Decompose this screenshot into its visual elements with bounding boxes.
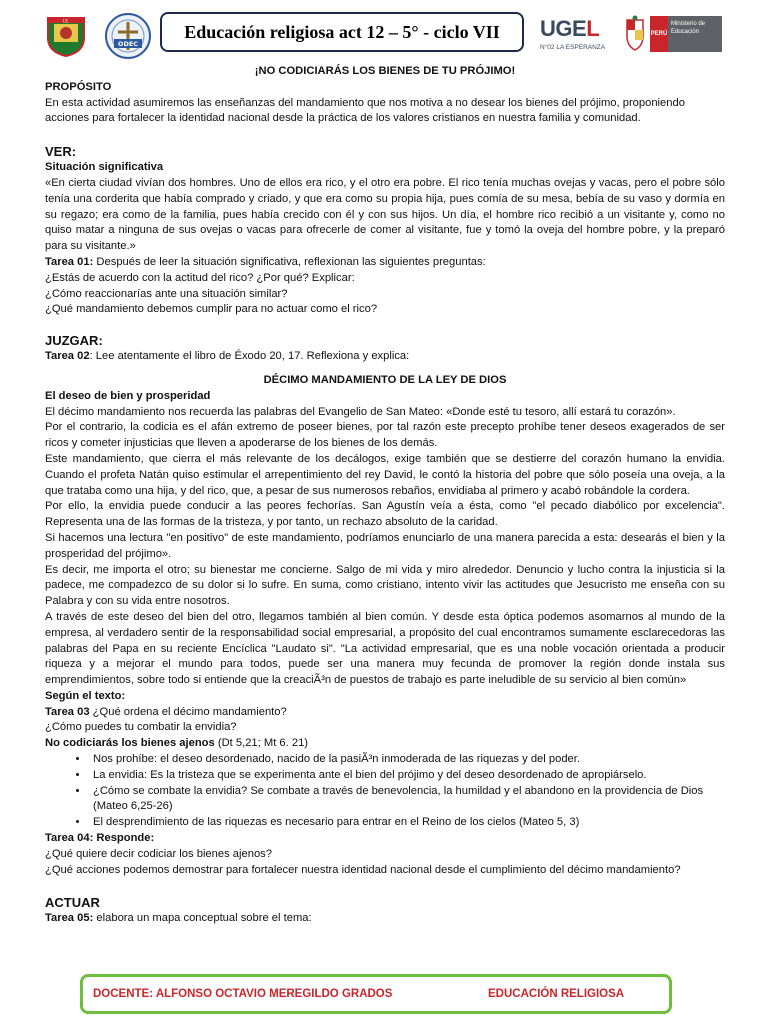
svg-text:ODEC: ODEC [117,40,139,48]
segun-heading: Según el texto: [45,689,126,702]
area-label: EDUCACIÓN RELIGIOSA [488,988,625,1000]
list-item: • El desprendimiento de las riquezas es necesario para entrar en el Reino de los cielos (Mateo 5, 3) [89,815,725,831]
paragraph-2: Por el contrario, la codicia es el afán extremo de poseer bienes, por tal razón este precepto prohíbe tener deseos exagerados de ser ricos y cometer injusticias que lleven a apoderarse de los bienes de los demás. [45,421,725,450]
ugel-subtitle: N°02 LA ESPERANZA [540,44,606,51]
document-title: Educación religiosa act 12 – 5° - ciclo VII [160,12,524,52]
peru-label: PERÚ [650,16,668,52]
ugel-logo: UGEL N°02 LA ESPERANZA [540,16,606,51]
proposito-text: En esta actividad asumiremos las enseñanzas del mandamiento que nos motiva a no desear los bienes del prójimo, proponiendo acciones para fortalecer la identidad nacional desde la práctica de los valores cristianos en nuestra familia y comunidad. [45,96,685,125]
odec-logo [104,12,152,60]
footer-box [80,974,672,1014]
tarea-05: Tarea 05: elabora un mapa conceptual sobre el tema: [45,912,312,925]
proposito-heading: PROPÓSITO [45,80,112,93]
question-2: ¿Cómo reaccionarías ante una situación similar? [45,287,288,300]
tarea-03: Tarea 03 ¿Qué ordena el décimo mandamiento? [45,705,287,718]
main-title: ¡NO CODICIARÁS LOS BIENES DE TU PRÓJIMO! [254,65,516,77]
tarea-01: Tarea 01: Después de leer la situación significativa, reflexionan las siguientes preguntas: [45,255,486,268]
question-3: ¿Qué mandamiento debemos cumplir para no actuar como el rico? [45,303,378,316]
minedu-logo [624,14,724,54]
docente-label: DOCENTE: ALFONSO OCTAVIO MEREGILDO GRADOS [93,988,393,1000]
peru-shield-icon [624,14,646,54]
tarea-04-question-2: ¿Qué acciones podemos demostrar para fortalecer nuestra identidad nacional desde el cumplimiento del décimo mandamiento? [45,863,681,876]
decimo-title: DÉCIMO MANDAMIENTO DE LA LEY DE DIOS [263,373,507,386]
paragraph-7: A través de este deseo del bien del otro, llegamos también al bien común. Y desde esta óptica podemos asomarnos al mundo de la empresa, al verdadero sentir de la responsabilidad social empresarial, a propósito del cual encontramos sumamente esclarecedoras las palabras del Papa en su reciente Encíclica "Laudato si". "La actividad empresarial, que es una noble vocación orientada a producir riqueza y a mejorar el mundo para todos, puede ser una manera muy fecunda de promover la región donde instala sus emprendimientos, sobre todo si entiende que la creaciÃ³n de puestos de trabajo es parte ineludible de su servicio al bien común» [45,610,725,687]
tarea-03-question-2: ¿Cómo puedes tu combatir la envidia? [45,721,237,734]
juzgar-heading: JUZGAR: [45,333,103,349]
minedu-label: Ministerio de Educación [668,16,722,52]
tarea-02: Tarea 02: Lee atentamente el libro de Éxodo 20, 17. Reflexiona y explica: [45,350,410,363]
ver-heading: VER: [45,144,77,160]
tarea-04-heading: Tarea 04: Responde: [45,832,155,845]
document-body [45,64,725,927]
question-1: ¿Estás de acuerdo con la actitud del rico? ¿Por qué? Explicar: [45,271,355,284]
paragraph-3: Este mandamiento, que cierra el más relevante de los decálogos, exige también que se destierre del corazón humano la envidia. Cuando el profeta Natán quiso estimular el arrepentimiento del rey David, le contó la historia del pobre que sólo poseía una oveja, a la que trataba como una hija, y del rico, que, a pesar de sus numerosos rebaños, envidiaba al primero y acabó robándole la cordera. [45,452,725,497]
list-item: • La envidia: Es la tristeza que se experimenta ante el bien del prójimo y del deseo desordenado de apropiárselo. [89,768,725,784]
deseo-heading: El deseo de bien y prosperidad [45,389,211,402]
paragraph-6: Es decir, me importa el otro; su bienestar me concierne. Salgo de mi vida y miro alrededor. Denuncio y lucho contra la injusticia si la padece, me compadezco de su dolor si lo sufre. En suma, como cristiano, intento vivir las actitudes que Jesucristo me enseña con su Palabra y con su vida entre nosotros. [45,563,725,608]
list-item: • Nos prohíbe: el deseo desordenado, nacido de la pasiÃ³n inmoderada de las riquezas y del poder. [89,752,725,768]
paragraph-5: Si hacemos una lectura "en positivo" de este mandamiento, podríamos enunciarlo de una manera parecida a esta: desearás el bien y la prosperidad del prójimo». [45,531,725,560]
page-header [40,8,730,60]
situacion-heading: Situación significativa [45,161,164,174]
paragraph-1: El décimo mandamiento nos recuerda las palabras del Evangelio de San Mateo: «Donde esté tu tesoro, allí estará tu corazón». [45,405,676,418]
list-item: • ¿Cómo se combate la envidia? Se combate a través de benevolencia, la humildad y el abandono en la providencia de Dios (Mateo 6,25-26) [89,784,725,816]
paragraph-4: Por ello, la envidia puede conducir a las peores fechorías. San Agustín veía a ésta, como "el pecado diabólico por excelencia". Representa una de las formas de la tristeza, y por tanto, un rechazo absoluto de la caridad. [45,500,725,529]
nocodiciaras-heading: No codiciarás los bienes ajenos (Dt 5,21; Mt 6. 21) [45,737,309,750]
svg-text:I.E.: I.E. [62,19,70,25]
bullet-list [71,752,725,831]
school-crest-logo [44,14,88,58]
situacion-text: «En cierta ciudad vivían dos hombres. Uno de ellos era rico, y el otro era pobre. El rico tenía muchas ovejas y vacas, pero el pobre sólo tenía una corderita que había comprado y criado, y que era como su propia hija, pues comía de su mesa, bebía de su vaso y dormía en su regazo; era como de la familia, pues había crecido con él y con sus hijos. Un día, el hombre rico recibió a un visitante y, como no quiso matar a ninguna de sus ovejas o vacas para ofrecerle de comer al visitante, fue y tomó la oveja del hombre pobre, y la preparó para su visitante.» [45,176,725,253]
tarea-04-question-1: ¿Qué quiere decir codiciar los bienes ajenos? [45,847,272,860]
actuar-heading: ACTUAR [45,895,100,911]
